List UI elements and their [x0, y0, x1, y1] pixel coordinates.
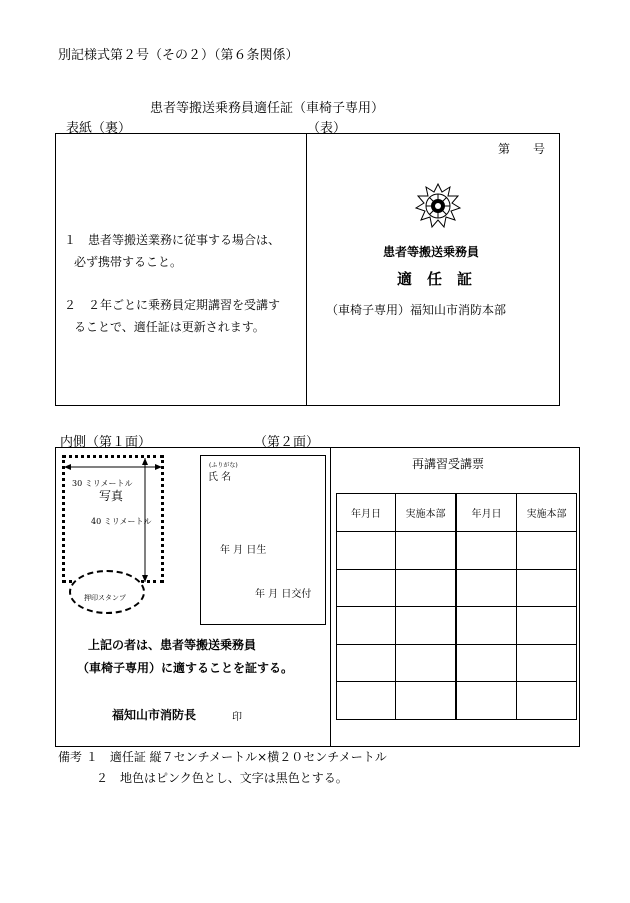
photo-label: 写真: [99, 489, 124, 503]
note-1-line1: １ 患者等搬送業務に従事する場合は、: [64, 233, 281, 247]
birth-date-label: 年 月 日生: [220, 545, 267, 556]
renewal-table: [336, 493, 577, 720]
inside-side1-label: 内側（第１面）: [60, 435, 152, 450]
card-title: 患者等搬送乗務員: [383, 245, 480, 259]
renewal-header-office-2: 実施本部: [516, 494, 576, 532]
number-go: 号: [533, 142, 546, 156]
cover-divider: [306, 133, 307, 406]
issue-date-label: 年 月 日交付: [255, 589, 312, 600]
cover-front-label: （表）: [307, 121, 347, 136]
stamp-label: 押印スタンプ: [84, 594, 126, 602]
certification-line2: （車椅子専用）に適することを証する。: [77, 661, 294, 675]
certification-line1: 上記の者は、患者等搬送乗務員: [88, 638, 257, 652]
remarks-line2: ２ 地色はピンク色とし、文字は黒色とする。: [96, 771, 348, 785]
remarks-line1: 備考 １ 適任証 縦７センチメートル×横２０センチメートル: [58, 750, 387, 764]
renewal-header-office-1: 実施本部: [396, 494, 456, 532]
renewal-row: [337, 570, 577, 607]
note-2-line1: ２ ２年ごとに乗務員定期講習を受講す: [64, 298, 281, 312]
form-number-header: 別記様式第２号（その２）（第６条関係）: [58, 48, 299, 63]
document-title: 患者等搬送乗務員適任証（車椅子専用）: [150, 101, 385, 116]
chief-title: 福知山市消防長: [112, 708, 197, 722]
issuer: （車椅子専用）福知山市消防本部: [326, 303, 507, 317]
inside-divider: [330, 447, 331, 747]
card-certificate: 適 任 証: [397, 270, 473, 288]
note-1-line2: 必ず携帯すること。: [74, 255, 183, 269]
renewal-header-date-1: 年月日: [337, 494, 396, 532]
renewal-header-date-2: 年月日: [456, 494, 516, 532]
fire-department-emblem-icon: [414, 182, 462, 230]
renewal-title: 再講習受講票: [412, 457, 485, 471]
seal-mark: 印: [232, 712, 242, 723]
stamp-area: [69, 570, 145, 614]
cover-back-label: 表紙（裏）: [66, 121, 132, 136]
photo-width-label: 30 ミリメートル: [72, 479, 133, 488]
name-label: 氏 名: [208, 472, 232, 483]
furigana-label: (ふりがな): [209, 462, 238, 469]
renewal-row: [337, 532, 577, 570]
photo-height-label: 40 ミリメートル: [91, 517, 152, 526]
renewal-row: [337, 645, 577, 682]
renewal-row: [337, 607, 577, 645]
renewal-row: [337, 682, 577, 720]
number-dai: 第: [498, 142, 511, 156]
inside-side2-label: （第２面）: [254, 435, 320, 450]
note-2-line2: ることで、適任証は更新されます。: [74, 320, 265, 334]
renewal-header-row: [337, 494, 577, 532]
